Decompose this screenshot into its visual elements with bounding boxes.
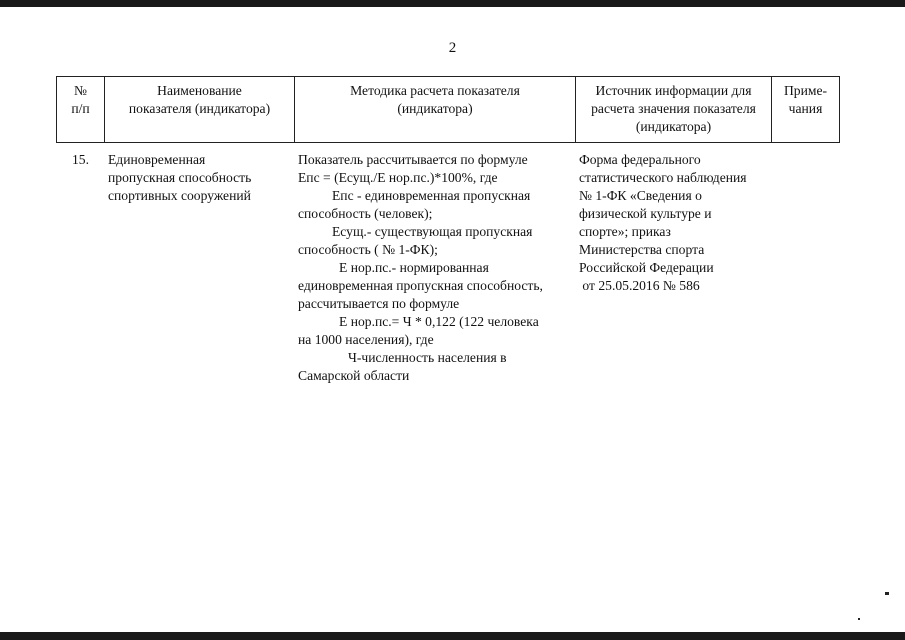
- method-line: Е нор.пс.- нормированная: [339, 260, 489, 275]
- method-line: Показатель рассчитывается по формуле: [298, 152, 528, 167]
- source-line: статистического наблюдения: [579, 170, 747, 185]
- row-method: [295, 143, 576, 386]
- source-line: Российской Федерации: [579, 260, 714, 275]
- indicator-name-line: пропускная способность: [108, 170, 252, 185]
- table-header-row: [57, 77, 840, 143]
- source-line: Министерства спорта: [579, 242, 705, 257]
- method-line: Самарской области: [298, 368, 410, 383]
- row-notes: [772, 143, 840, 386]
- row-indicator-name: [105, 143, 295, 386]
- method-line: Епс - единовременная пропускная: [332, 188, 531, 203]
- source-line: № 1-ФК «Сведения о: [579, 188, 702, 203]
- header-name: [105, 77, 295, 143]
- method-line: способность ( № 1-ФК);: [298, 242, 438, 257]
- header-name-line2: показателя (индикатора): [128, 101, 271, 116]
- header-name-line1: Наименование: [157, 83, 242, 98]
- method-formula: Епс = (Есущ./Е нор.пс.)*100%, где: [298, 170, 498, 185]
- indicator-name-line: спортивных сооружений: [108, 188, 251, 203]
- source-line: от 25.05.2016 № 586: [579, 278, 700, 293]
- source-line: Форма федерального: [579, 152, 701, 167]
- method-line: Ч-численность населения в: [348, 350, 507, 365]
- header-method: [295, 77, 576, 143]
- top-border-bar: [0, 0, 905, 7]
- header-source-line2: расчета значения показателя: [591, 101, 756, 116]
- source-line: физической культуре и: [579, 206, 712, 221]
- row-source: [576, 143, 772, 386]
- row-number: 15.: [72, 152, 89, 167]
- page-number: 2: [448, 40, 457, 56]
- method-line: рассчитывается по формуле: [298, 296, 460, 311]
- header-number-line1: №: [74, 83, 87, 98]
- table-row: [57, 143, 840, 386]
- header-notes-line2: чания: [788, 101, 823, 116]
- header-number: [57, 77, 105, 143]
- header-number-line2: п/п: [71, 101, 90, 116]
- method-line: на 1000 населения), где: [298, 332, 434, 347]
- indicator-name-line: Единовременная: [108, 152, 206, 167]
- method-line: Есущ.- существующая пропускная: [332, 224, 533, 239]
- method-formula: Е нор.пс.= Ч * 0,122 (122 человека: [339, 314, 539, 329]
- indicator-table: [56, 76, 840, 385]
- method-line: способность (человек);: [298, 206, 433, 221]
- header-notes: [772, 77, 840, 143]
- header-notes-line1: Приме-: [783, 83, 828, 98]
- scan-speck: [885, 592, 889, 595]
- bottom-border-bar: [0, 632, 905, 640]
- header-method-line2: (индикатора): [397, 101, 473, 116]
- header-method-line1: Методика расчета показателя: [350, 83, 520, 98]
- header-source-line1: Источник информации для: [595, 83, 752, 98]
- header-source: [576, 77, 772, 143]
- method-line: единовременная пропускная способность,: [298, 278, 543, 293]
- source-line: спорте»; приказ: [579, 224, 671, 239]
- scan-speck: [858, 618, 860, 620]
- header-source-line3: (индикатора): [635, 119, 712, 134]
